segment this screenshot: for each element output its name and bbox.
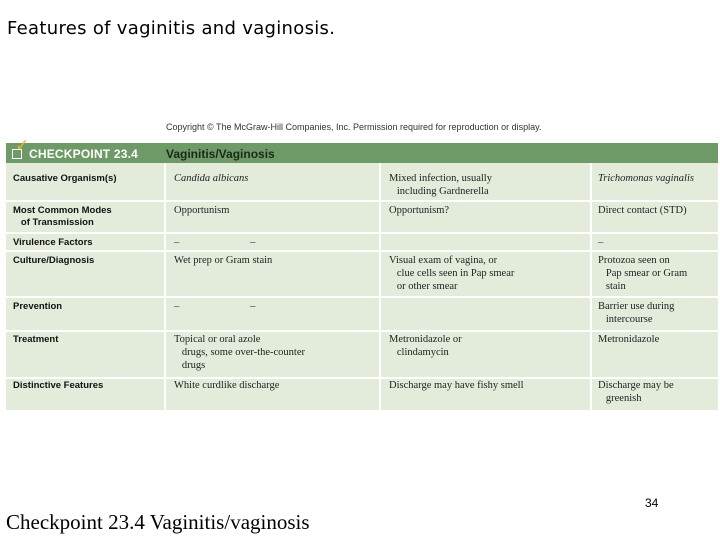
page-number: 34 [645,496,659,510]
checkpoint-header [6,136,718,163]
table-cell: Mixed infection, usually including Gardnerella [389,173,492,197]
table-cell: Candida albicans [174,173,249,184]
table-cell: Protozoa seen on Pap smear or Gram stain [598,255,688,292]
slide-caption: Checkpoint 23.4 Vaginitis/vaginosis [6,510,310,534]
row-divider [6,330,718,332]
table-cell: Opportunism? [389,205,450,216]
table-cell: – – [174,237,256,248]
row-divider [6,250,718,252]
table-cell: – [598,237,604,248]
table-cell: Visual exam of vagina, or clue cells seen in Pap smear or other smear [389,255,515,292]
table-cell: Metronidazole [598,334,660,345]
table-cell: White curdlike discharge [174,380,280,391]
row-header-treatment: Treatment [13,334,59,345]
row-header-virulence-factors: Virulence Factors [13,237,93,248]
table-cell: – – [174,301,256,312]
checkpoint-label: CHECKPOINT 23.4 [29,147,139,161]
row-divider [6,296,718,298]
row-header-causative-organisms: Causative Organism(s) [13,173,117,184]
row-header-culture-diagnosis: Culture/Diagnosis [13,255,95,266]
table-cell: Metronidazole or clindamycin [389,334,462,358]
row-header-distinctive-features: Distinctive Features [13,380,104,391]
table-cell: Wet prep or Gram stain [174,255,273,266]
row-divider [6,410,718,413]
table-cell: Trichomonas vaginalis [598,173,694,184]
table-cell: Topical or oral azole drugs, some over-the-counter drugs [174,334,305,371]
row-divider [6,200,718,202]
row-header-transmission: Most Common Modes of Transmission [13,205,112,228]
row-header-prevention: Prevention [13,301,63,312]
table-cell: Discharge may have fishy smell [389,380,524,391]
table-cell: Barrier use during intercourse [598,301,675,325]
copyright-notice: Copyright © The McGraw-Hill Companies, Inc. Permission required for reproduction or display. [166,122,542,132]
row-divider [6,232,718,234]
table-cell: Opportunism [174,205,230,216]
checkpoint-table-figure [6,136,718,413]
table-cell: Discharge may be greenish [598,380,674,404]
table-cell: Direct contact (STD) [598,205,687,216]
checkmark-icon: ✓ [15,136,30,156]
slide-title: Features of vaginitis and vaginosis. [7,18,336,39]
checkpoint-title: Vaginitis/Vaginosis [166,147,275,161]
